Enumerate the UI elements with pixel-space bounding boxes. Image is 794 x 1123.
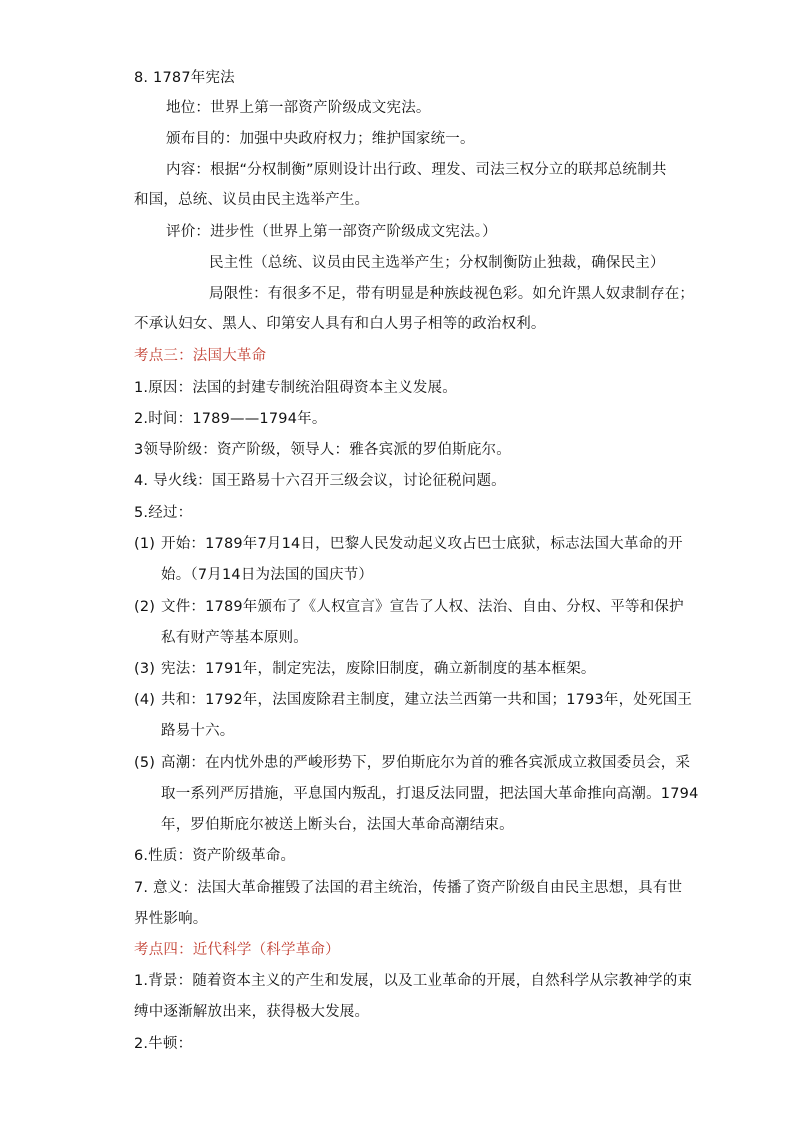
process-5-line2: 取一系列严厉措施，平息国内叛乱，打退反法同盟，把法国大革命推向高潮。1794 — [161, 786, 699, 802]
section-8-heading: 8. 1787年宪法 — [134, 70, 235, 86]
constitution-purpose: 颁布目的：加强中央政府权力；维护国家统一。 — [166, 131, 475, 147]
evaluation-progress: 评价：进步性（世界上第一部资产阶级成文宪法。） — [166, 224, 497, 240]
revolution-process: 5.经过： — [134, 505, 193, 521]
process-4-line1: 共和：1792年，法国废除君主制度，建立法兰西第一共和国；1793年，处死国王 — [161, 692, 693, 708]
process-1-number: (1) — [134, 536, 156, 552]
newton-heading: 2.牛顿： — [134, 1036, 193, 1052]
constitution-content-line1: 内容：根据“分权制衡”原则设计出行政、理发、司法三权分立的联邦总统制共 — [166, 162, 667, 178]
evaluation-limitation-line1: 局限性：有很多不足，带有明显是种族歧视色彩。如允许黑人奴隶制存在； — [209, 286, 695, 302]
topic3-heading: 考点三：法国大革命 — [134, 348, 267, 364]
process-5-line1: 高潮：在内忧外患的严峻形势下，罗伯斯庇尔为首的雅各宾派成立救国委员会，采 — [161, 755, 691, 771]
process-3-number: (3) — [134, 661, 156, 677]
revolution-time: 2.时间：1789——1794年。 — [134, 411, 327, 427]
process-2-line1: 文件：1789年颁布了《人权宣言》宣告了人权、法治、自由、分权、平等和保护 — [161, 599, 684, 615]
science-background-line2: 缚中逐渐解放出来，获得极大发展。 — [134, 1004, 370, 1020]
process-5-line3: 年，罗伯斯庇尔被送上断头台，法国大革命高潮结束。 — [161, 817, 514, 833]
revolution-trigger: 4. 导火线：国王路易十六召开三级会议，讨论征税问题。 — [134, 473, 506, 489]
revolution-significance-line1: 7. 意义：法国大革命摧毁了法国的君主统治，传播了资产阶级自由民主思想，具有世 — [134, 880, 683, 896]
revolution-significance-line2: 界性影响。 — [134, 911, 208, 927]
evaluation-democracy: 民主性（总统、议员由民主选举产生；分权制衡防止独裁，确保民主） — [209, 255, 665, 271]
topic4-heading: 考点四：近代科学（科学革命） — [134, 942, 340, 958]
science-background-line1: 1.背景：随着资本主义的产生和发展，以及工业革命的开展，自然科学从宗教神学的束 — [134, 973, 693, 989]
process-2-line2: 私有财产等基本原则。 — [161, 630, 308, 646]
process-1-line2: 始。（7月14日为法国的国庆节） — [161, 567, 374, 583]
process-4-line2: 路易十六。 — [161, 723, 235, 739]
revolution-leader: 3领导阶级：资产阶级，领导人：雅各宾派的罗伯斯庇尔。 — [134, 442, 511, 458]
constitution-content-line2: 和国，总统、议员由民主选举产生。 — [134, 192, 370, 208]
revolution-cause: 1.原因：法国的封建专制统治阻碍资本主义发展。 — [134, 380, 457, 396]
process-5-number: (5) — [134, 755, 156, 771]
process-2-number: (2) — [134, 599, 156, 615]
process-4-number: (4) — [134, 692, 156, 708]
evaluation-limitation-line2: 不承认妇女、黑人、印第安人具有和白人男子相等的政治权利。 — [134, 316, 546, 332]
process-1-line1: 开始：1789年7月14日，巴黎人民发动起义攻占巴士底狱，标志法国大革命的开 — [161, 536, 683, 552]
constitution-status: 地位：世界上第一部资产阶级成文宪法。 — [166, 100, 431, 116]
revolution-nature: 6.性质：资产阶级革命。 — [134, 848, 296, 864]
process-3-line1: 宪法：1791年，制定宪法，废除旧制度，确立新制度的基本框架。 — [161, 661, 596, 677]
